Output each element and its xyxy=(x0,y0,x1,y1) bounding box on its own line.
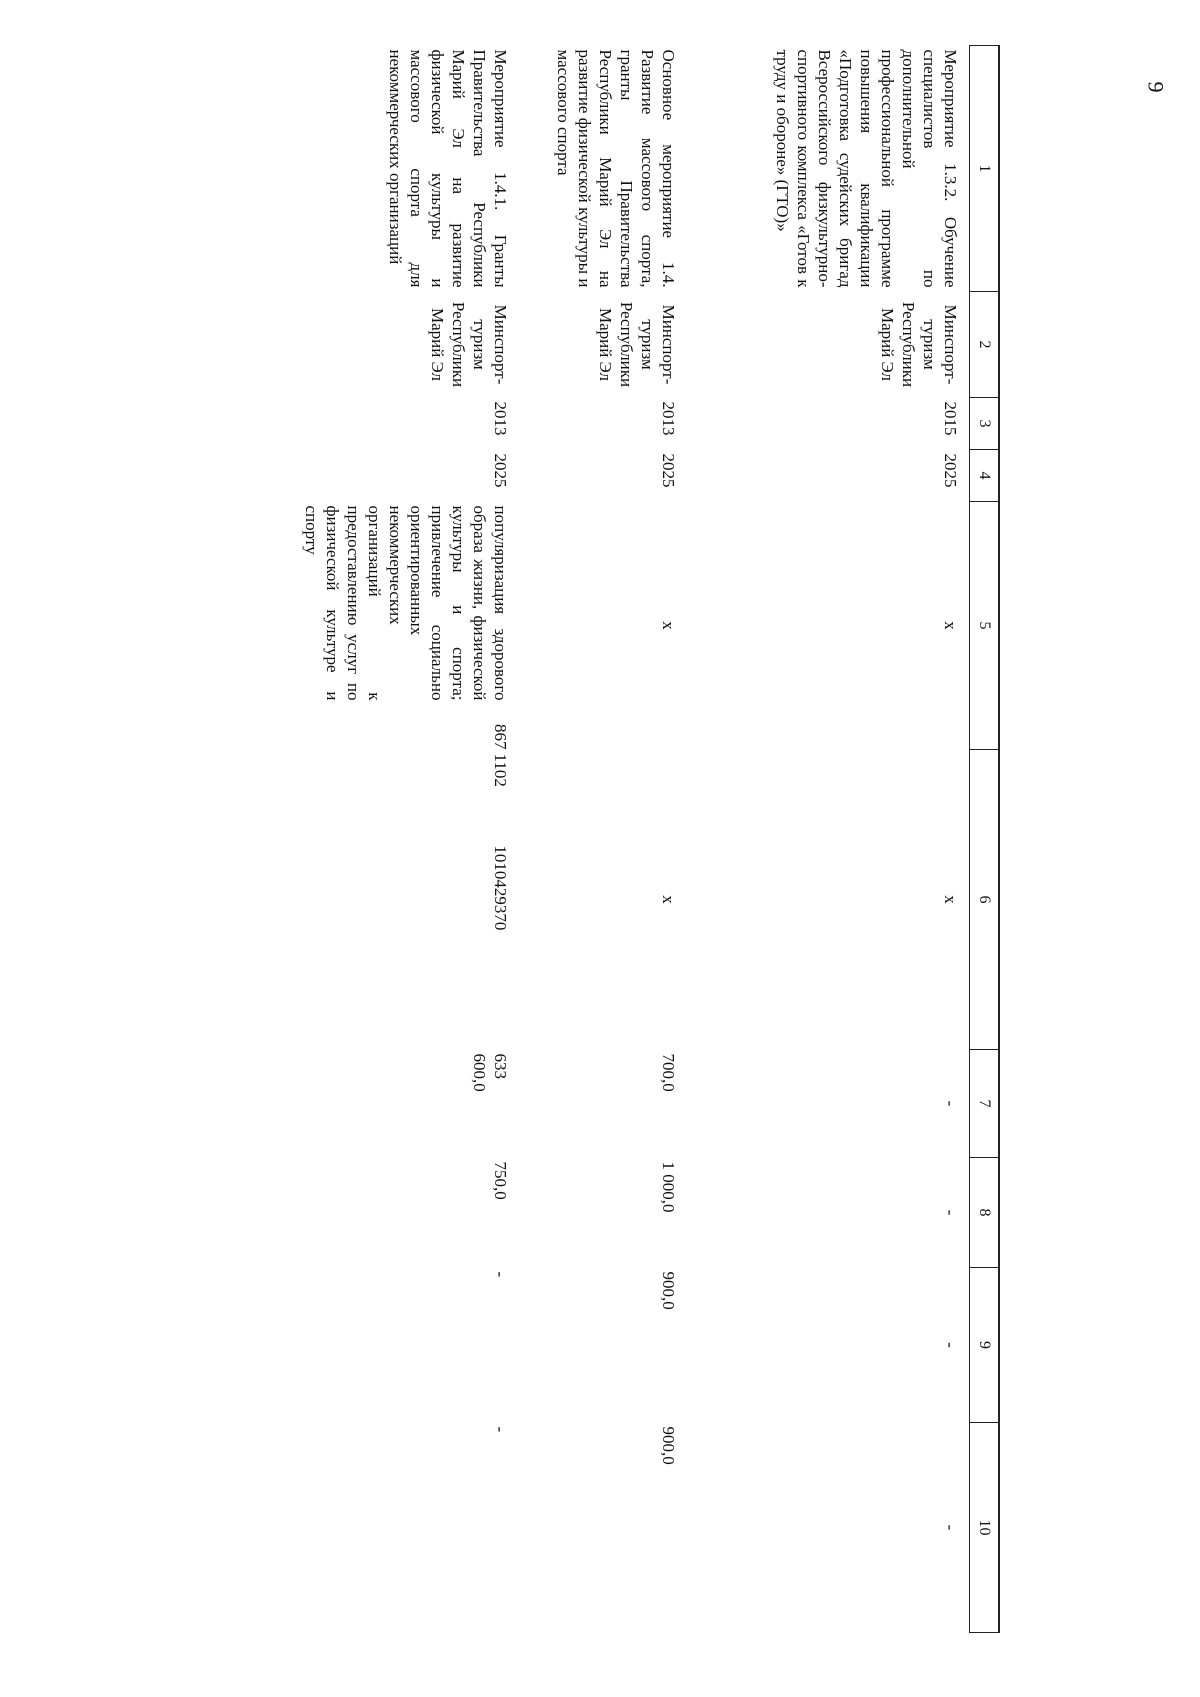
table-row xyxy=(255,46,519,1633)
value-col-9: - xyxy=(941,1342,960,1348)
end-year: 2025 xyxy=(659,453,678,488)
value-col-10: - xyxy=(491,1426,510,1433)
column-number-row xyxy=(970,46,1000,1633)
value-col-8: - xyxy=(941,1209,960,1216)
col-header-6: 6 xyxy=(970,750,1000,1050)
budget-code-main: x xyxy=(941,895,960,904)
executor: Минспорт-туризм Республики Марий Эл xyxy=(428,301,510,388)
expected-result-text: популяризация здорового образа жизни, физической культуры и спорта; привлечение социально ориентированных некоммерческих организаций к предоставлению услуг по физической культуре и спорту xyxy=(302,505,510,701)
expected-result: x xyxy=(941,621,960,630)
value-col-7 xyxy=(255,1050,519,1158)
activity-name: Мероприятие 1.3.2. Обучение специалистов по дополнительной профессиональной программе повышения квалификации «Подготовка судейских бригад Всероссийского физкультурно-спортивного комплекса «Готов к труду и обороне» (ГТО)» xyxy=(773,49,960,288)
col-header-8: 8 xyxy=(970,1158,1000,1268)
budget-code xyxy=(687,750,970,1050)
col-header-1: 1 xyxy=(970,46,1000,292)
end-year: 2025 xyxy=(491,453,510,488)
budget-code-main: x xyxy=(659,895,678,904)
col-header-9: 9 xyxy=(970,1268,1000,1423)
budget-table xyxy=(255,45,1000,1633)
col-header-5: 5 xyxy=(970,502,1000,750)
target-article-code: 1010429370 xyxy=(491,845,510,931)
col-header-10: 10 xyxy=(970,1423,1000,1633)
col-header-2: 2 xyxy=(970,292,1000,398)
col-header-3: 3 xyxy=(970,398,1000,450)
expected-result: x xyxy=(659,621,678,630)
table-row xyxy=(687,46,970,1633)
value-col-8: 750,0 xyxy=(491,1161,510,1200)
budget-code xyxy=(255,750,519,1050)
expected-result xyxy=(255,502,519,750)
col-header-4: 4 xyxy=(970,450,1000,502)
executor: Минспорт-туризм Республики Марий Эл xyxy=(878,301,960,388)
start-year: 2015 xyxy=(941,401,960,436)
value-col-7: - xyxy=(941,1100,960,1107)
activity-name: Мероприятие 1.4.1. Гранты Правительства Республики Марий Эл на развитие физической культуры и массового спорта для некоммерческих организаций xyxy=(386,49,510,288)
start-year: 2013 xyxy=(659,401,678,436)
expense-type-code: 633 xyxy=(491,1053,510,1079)
page-number: 9 xyxy=(1143,81,1169,93)
activity-name: Основное мероприятие 1.4. Развитие массового спорта, гранты Правительства Республики Марий Эл на развитие физической культуры и массового спорта xyxy=(554,49,678,288)
budget-code xyxy=(519,750,687,1050)
start-year: 2013 xyxy=(491,401,510,436)
value-col-9: 900,0 xyxy=(659,1271,678,1310)
value-col-9: - xyxy=(491,1271,510,1278)
section-code: 1102 xyxy=(491,753,510,787)
table-row xyxy=(519,46,687,1633)
grbs-code: 867 xyxy=(491,724,510,750)
value-col-8: 1 000,0 xyxy=(659,1161,678,1213)
value-col-7-amount: 600,0 xyxy=(470,1053,489,1092)
executor: Минспорт-туризм Республики Марий Эл xyxy=(596,301,678,388)
col-header-7: 7 xyxy=(970,1050,1000,1158)
end-year: 2025 xyxy=(941,453,960,488)
value-col-10: 900,0 xyxy=(659,1426,678,1465)
value-col-10: - xyxy=(941,1524,960,1531)
value-col-7: 700,0 xyxy=(659,1053,678,1092)
